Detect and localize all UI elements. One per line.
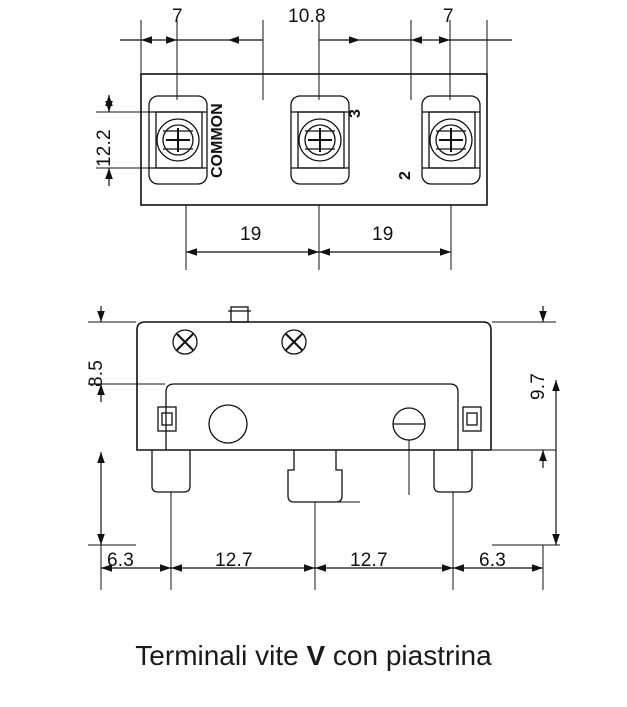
dim-bottom-6-3-right: 6.3 — [479, 550, 507, 571]
caption-bold: V — [306, 640, 326, 671]
dim-top-1: 7 — [172, 6, 183, 27]
caption-suffix: con piastrina — [325, 640, 492, 671]
caption — [0, 640, 627, 672]
dim-bottom-19-right: 19 — [372, 224, 394, 245]
dim-bottom-19-left: 19 — [240, 224, 262, 245]
dim-top-2: 10.8 — [288, 6, 326, 27]
terminal-label-3: 3 — [347, 109, 364, 118]
caption-prefix: Terminali vite — [135, 640, 307, 671]
dim-top-3: 7 — [443, 6, 454, 27]
dim-left-12-2: 12.2 — [94, 129, 115, 167]
dim-bottom-6-3-left: 6.3 — [107, 550, 135, 571]
dim-side-8-5: 8.5 — [86, 359, 107, 387]
dim-bottom-12-7-right: 12.7 — [350, 550, 388, 571]
dim-bottom-12-7-left: 12.7 — [215, 550, 253, 571]
terminal-label-common: COMMON — [209, 103, 226, 178]
terminal-label-2: 2 — [397, 171, 414, 180]
dim-side-9-7: 9.7 — [528, 372, 549, 400]
